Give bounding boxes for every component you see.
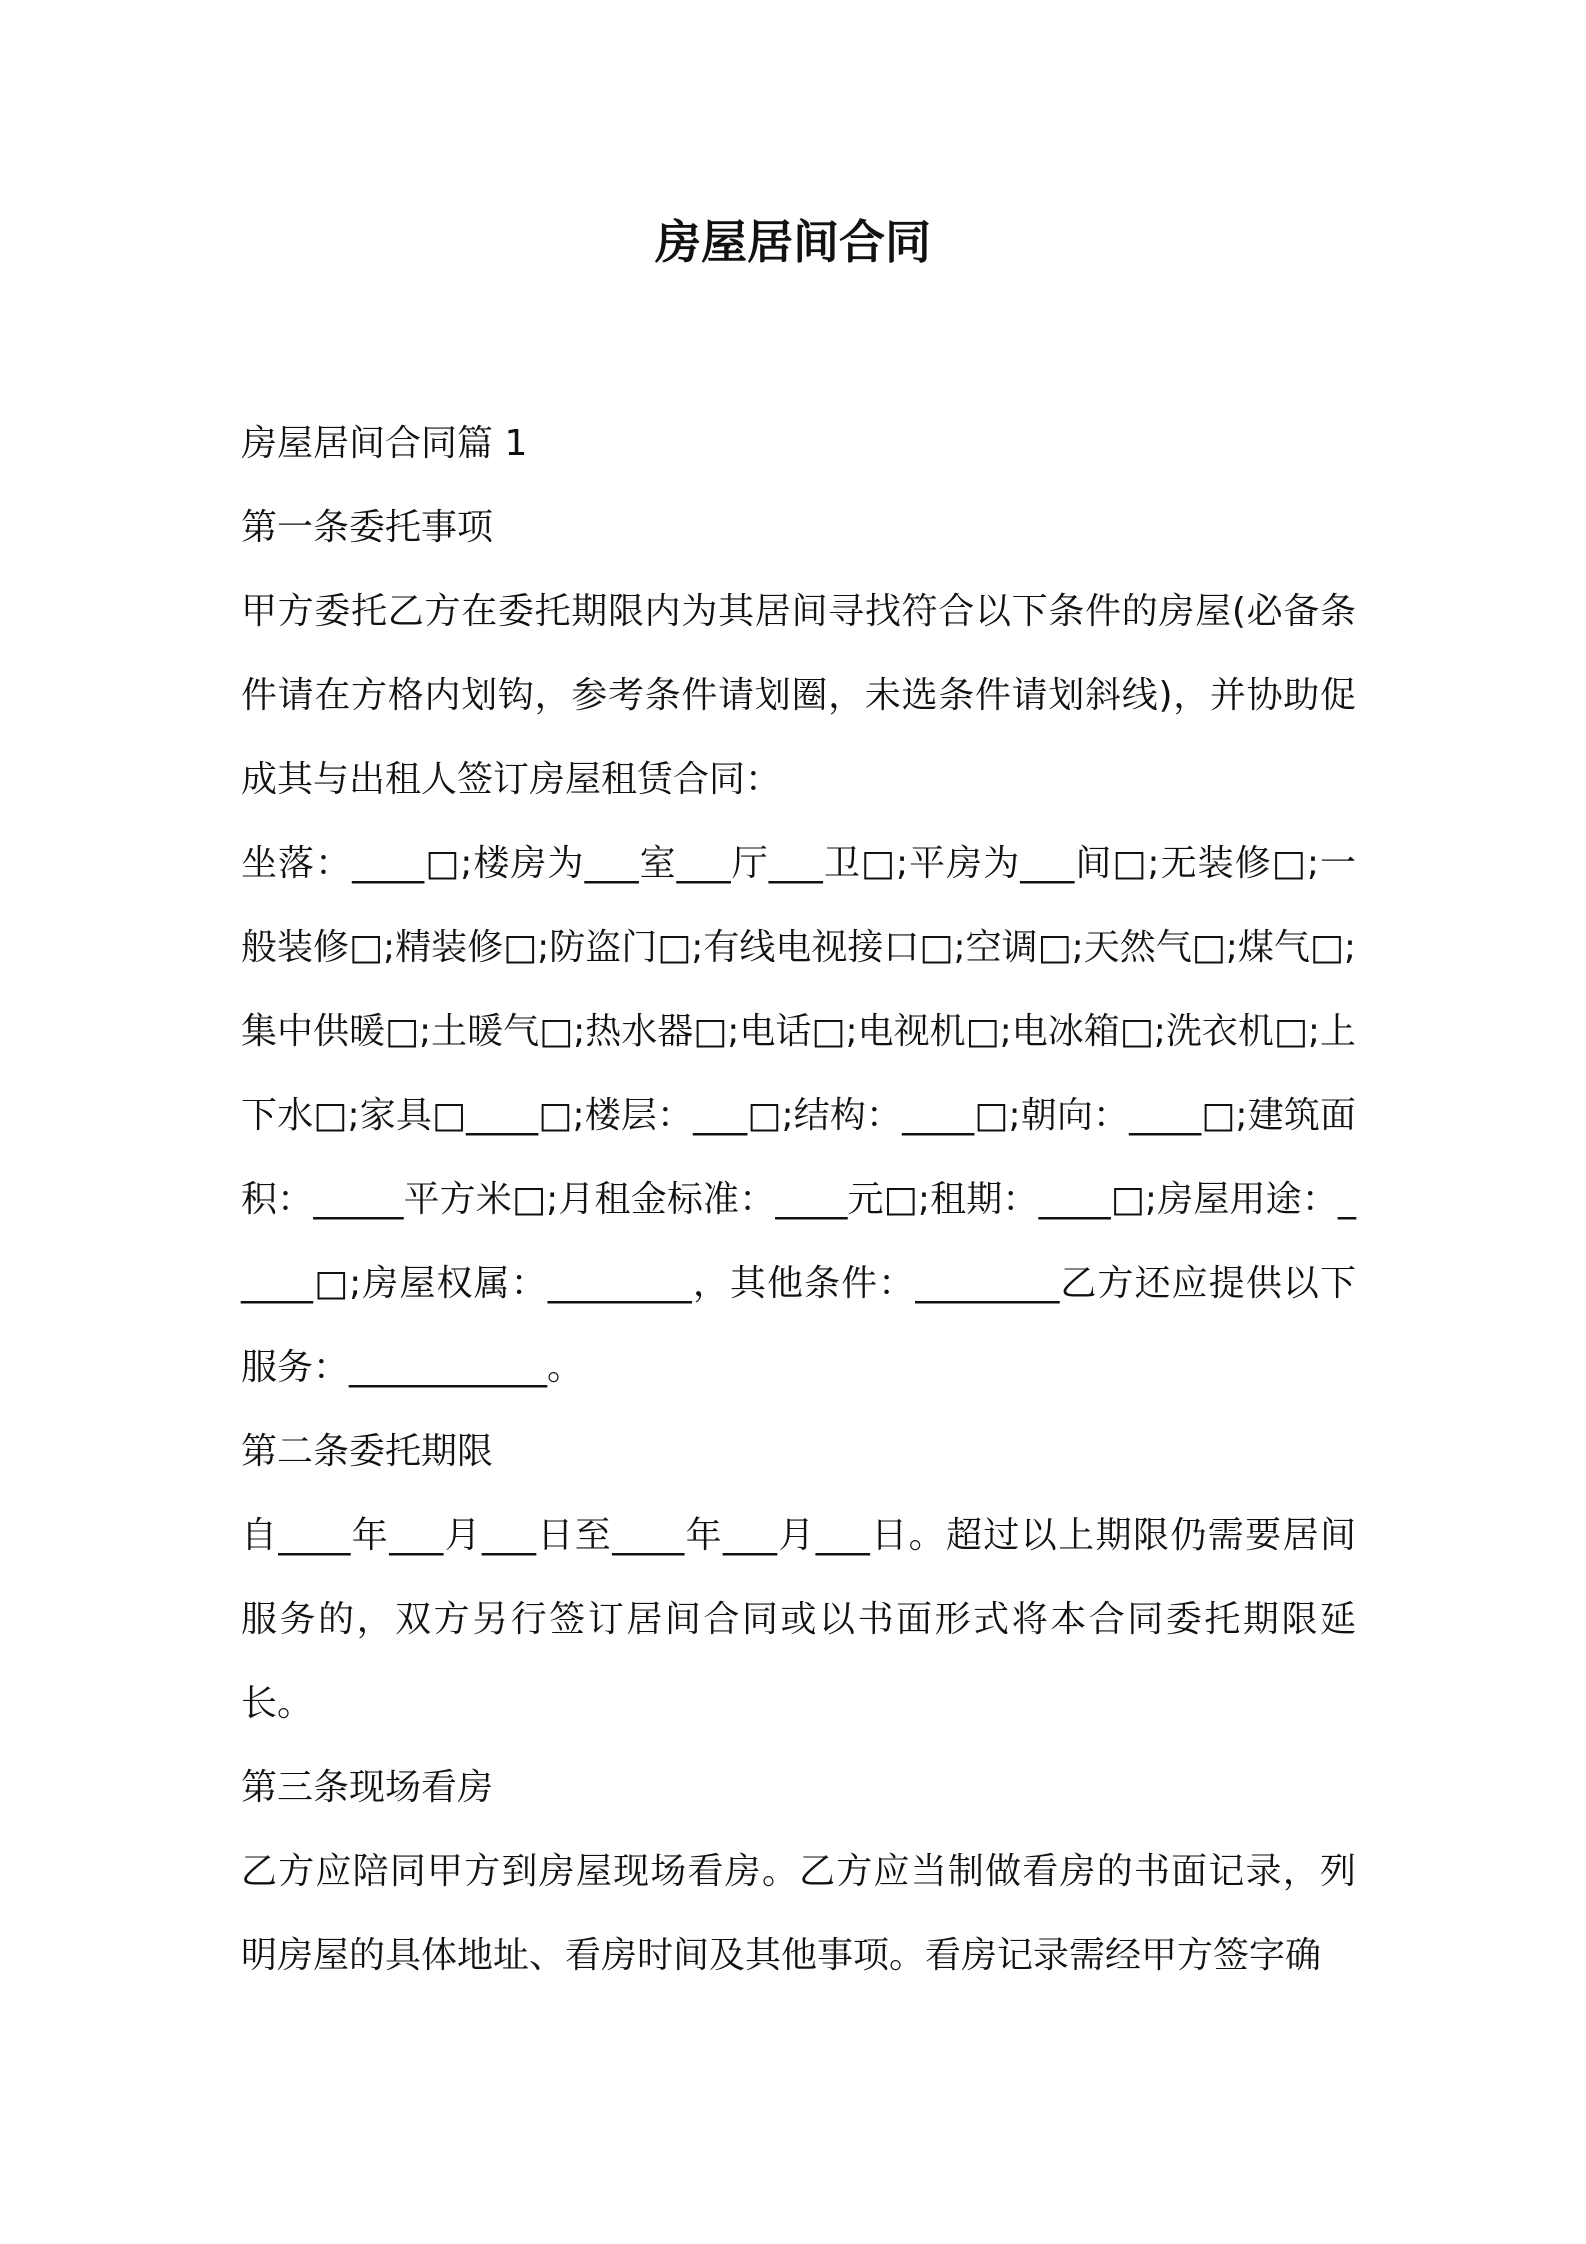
- section-1-paragraph-2: 坐落：____□;楼房为___室___厅___卫□;平房为___间□;无装修□;一般装修□;精装修□;防盗门□;有线电视接口□;空调□;天然气□;煤气□;集中供暖□;土暖气□;热水器□;电话□;电视机□;电冰箱□;洗衣机□;上下水□;家具□____□;楼层：___□;结构：____□;朝向：____□;建筑面积：_____平方米□;月租金标准：____元□;租期：____□;房屋用途：_____□;房屋权属：________，其他条件：________乙方还应提供以下服务：___________。: [241, 843, 1356, 1388]
- section-2-heading: 第二条委托期限: [241, 1431, 494, 1472]
- section-2-paragraph-1: 自____年___月___日至____年___月___日。超过以上期限仍需要居间服务的，双方另行签订居间合同或以书面形式将本合同委托期限延长。: [241, 1515, 1356, 1724]
- section-1-paragraph-1: 甲方委托乙方在委托期限内为其居间寻找符合以下条件的房屋(必备条件请在方格内划钩，参考条件请划圈，未选条件请划斜线)，并协助促成其与出租人签订房屋租赁合同：: [241, 591, 1356, 800]
- section-3-paragraph-1: 乙方应陪同甲方到房屋现场看房。乙方应当制做看房的书面记录，列明房屋的具体地址、看房时间及其他事项。看房记录需经甲方签字确: [241, 1851, 1356, 1976]
- document-subtitle: 房屋居间合同篇 1: [241, 423, 528, 464]
- document-title: 房屋居间合同: [655, 215, 931, 269]
- document-body: [241, 402, 1356, 1998]
- section-1-heading: 第一条委托事项: [241, 507, 494, 548]
- section-3-heading: 第三条现场看房: [241, 1767, 494, 1808]
